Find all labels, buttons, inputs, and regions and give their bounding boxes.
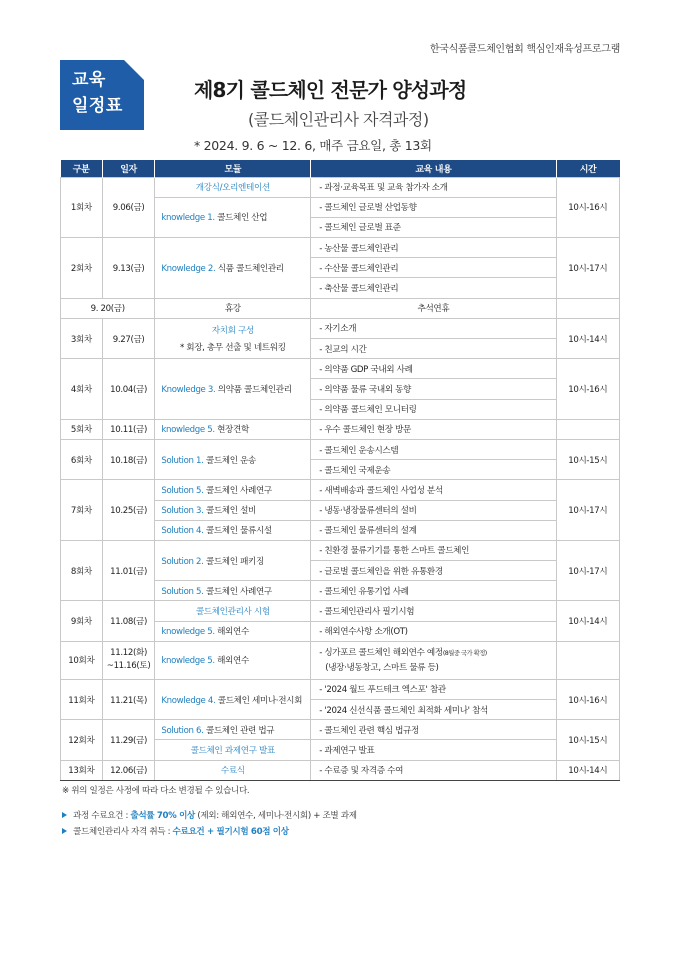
- header-session: 구분: [61, 160, 103, 177]
- content-cell: - 수산물 콜드체인관리: [311, 258, 556, 278]
- session-cell: 13회차: [61, 760, 103, 780]
- table-row: [61, 760, 620, 780]
- module-cell: [155, 720, 311, 740]
- session-cell: 2회차: [61, 238, 103, 299]
- module-name: 콜드체인 사례연구: [205, 485, 272, 496]
- module-cell: [155, 439, 311, 479]
- module-code: Knowledge 4.: [161, 695, 216, 706]
- module-name: 콜드체인 세미나·전시회: [217, 695, 303, 706]
- schedule-badge: [60, 60, 144, 130]
- date-cell: 11.29(금): [102, 720, 155, 760]
- module-code: Solution 5.: [161, 485, 204, 496]
- time-cell: [556, 641, 619, 679]
- session-cell: 8회차: [61, 540, 103, 601]
- module-code: Solution 2.: [161, 556, 204, 567]
- module-code: knowledge 5.: [161, 425, 215, 436]
- holiday-time: [556, 298, 619, 318]
- date-cell: 11.21(목): [102, 679, 155, 719]
- table-row-holiday: [61, 298, 620, 318]
- time-cell: [556, 419, 619, 439]
- time-cell: 10시-16시: [556, 359, 619, 420]
- content-cell: - 의약품 GDP 국내외 사례: [311, 359, 556, 379]
- table-header-row: [61, 160, 620, 177]
- certification-requirement: [62, 823, 357, 839]
- module-name: 콜드체인 산업: [217, 213, 268, 224]
- header-module: 모듈: [155, 160, 311, 177]
- table-row: [61, 318, 620, 338]
- module-title: 자치회 구성: [211, 326, 254, 336]
- time-cell: 10시-16시: [556, 177, 619, 238]
- date-cell: 10.18(금): [102, 439, 155, 479]
- module-code: Knowledge 3.: [161, 384, 216, 395]
- content-cell: - 농산물 콜드체인관리: [311, 238, 556, 258]
- time-cell: 10시-16시: [556, 679, 619, 719]
- page-subtitle: (콜드체인관리사 자격과정): [248, 110, 429, 129]
- session-cell: 9회차: [61, 601, 103, 641]
- completion-requirement: [62, 807, 357, 823]
- content-cell: - 자기소개: [311, 318, 556, 338]
- header-time: 시간: [556, 160, 619, 177]
- content-cell: - 콜드체인 유통기업 사례: [311, 581, 556, 601]
- page-title: 제8기 콜드체인 전문가 양성과정: [194, 78, 467, 102]
- module-code: Solution 3.: [161, 506, 204, 517]
- table-row: [61, 720, 620, 740]
- module-cell: [155, 480, 311, 500]
- schedule-change-note: ※ 위의 일정은 사정에 따라 다소 변경될 수 있습니다.: [62, 786, 250, 796]
- module-code: knowledge 5.: [161, 656, 215, 667]
- header-date: 일자: [102, 160, 155, 177]
- module-code: knowledge 5.: [161, 627, 215, 638]
- content-cell: - 친환경 물류기기를 통한 스마트 콜드체인: [311, 540, 556, 560]
- time-cell: 10시-14시: [556, 318, 619, 358]
- table-row: [61, 679, 620, 699]
- module-cell: [155, 581, 311, 601]
- module-name: 콜드체인 물류시설: [205, 526, 272, 537]
- badge-line-1: 교육: [72, 70, 106, 90]
- module-cell: [155, 540, 311, 580]
- holiday-content: 추석연휴: [311, 298, 556, 318]
- session-cell: 10회차: [61, 641, 103, 679]
- time-cell: 10시-17시: [556, 480, 619, 541]
- time-cell: 10시-14시: [556, 601, 619, 641]
- date-cell: 10.04(금): [102, 359, 155, 420]
- time-cell: 10시-15시: [556, 439, 619, 479]
- table-row: [61, 359, 620, 379]
- module-note: * 회장, 총무 선출 및 네트워킹: [179, 343, 286, 353]
- session-cell: 3회차: [61, 318, 103, 358]
- module-cell: [155, 318, 311, 358]
- module-name: 콜드체인 패키징: [205, 556, 264, 567]
- module-cell: 수료식: [155, 760, 311, 780]
- arrow-right-icon: [62, 812, 67, 818]
- time-cell: 10시-14시: [556, 760, 619, 780]
- date-cell: 10.25(금): [102, 480, 155, 541]
- badge-line-2: 일정표: [72, 96, 123, 116]
- module-name: 콜드체인 관련 법규: [205, 725, 275, 736]
- requirement-highlight: 출석률 70% 이상: [130, 811, 195, 821]
- content-cell: - '2024 월드 푸드테크 엑스포' 참관: [311, 679, 556, 699]
- content-cell: - 우수 콜드체인 현장 방문: [311, 419, 556, 439]
- date-cell: 11.08(금): [102, 601, 155, 641]
- time-cell: 10시-15시: [556, 720, 619, 760]
- table-row: [61, 540, 620, 560]
- content-cell: - 글로벌 콜드체인을 위한 유통환경: [311, 561, 556, 581]
- content-line: (냉장·냉동창고, 스마트 물류 등): [325, 662, 439, 673]
- table-row: [61, 439, 620, 459]
- date-cell: 9.06(금): [102, 177, 155, 238]
- holiday-module: 휴강: [155, 298, 311, 318]
- date-cell: [102, 641, 155, 679]
- content-cell: [311, 641, 556, 679]
- module-code: Solution 6.: [161, 725, 204, 736]
- module-cell: [155, 359, 311, 420]
- module-cell: 개강식/오리엔테이션: [155, 177, 311, 197]
- certification-label: 콜드체인관리사 자격 취득 :: [73, 827, 173, 837]
- module-name: 콜드체인 설비: [205, 506, 256, 517]
- date-cell: 9.27(금): [102, 318, 155, 358]
- module-cell: [155, 679, 311, 719]
- requirement-label: 과정 수료요건 :: [73, 811, 131, 821]
- module-cell: [155, 520, 311, 540]
- date-cell: 10.11(금): [102, 419, 155, 439]
- session-cell: 7회차: [61, 480, 103, 541]
- arrow-right-icon: [62, 828, 67, 834]
- content-cell: - 과제연구 발표: [311, 740, 556, 760]
- content-line: - 싱가포르 콜드체인 해외연수 예정: [319, 647, 443, 658]
- holiday-date: 9. 20(금): [61, 298, 155, 318]
- module-name: 콜드체인 사례연구: [205, 586, 272, 597]
- module-cell: [155, 197, 311, 237]
- session-cell: 12회차: [61, 720, 103, 760]
- module-name: 현장견학: [217, 425, 249, 436]
- title-block: [194, 74, 466, 154]
- content-cell: - 콜드체인 글로벌 표준: [311, 217, 556, 237]
- module-cell: [155, 500, 311, 520]
- content-cell: - 의약품 콜드체인 모니터링: [311, 399, 556, 419]
- date-cell: 12.06(금): [102, 760, 155, 780]
- session-cell: 5회차: [61, 419, 103, 439]
- content-cell: - 축산물 콜드체인관리: [311, 278, 556, 298]
- module-name: 의약품 콜드체인관리: [217, 384, 292, 395]
- table-row: [61, 601, 620, 621]
- session-cell: 1회차: [61, 177, 103, 238]
- organization-program-label: 한국식품콜드체인협회 핵심인재육성프로그램: [429, 44, 620, 55]
- table-row: [61, 641, 620, 679]
- module-cell: 콜드체인 과제연구 발표: [155, 740, 311, 760]
- requirement-detail: (제외: 해외연수, 세미나·전시회) + 조별 과제: [194, 811, 357, 821]
- content-cell: - 새벽배송과 콜드체인 사업성 분석: [311, 480, 556, 500]
- module-name: 해외연수: [217, 656, 249, 667]
- date-start: 11.12(화): [110, 648, 147, 659]
- module-cell: [155, 419, 311, 439]
- module-name: 해외연수: [217, 627, 249, 638]
- module-code: Solution 5.: [161, 586, 204, 597]
- module-name: 식품 콜드체인관리: [217, 263, 284, 274]
- content-cell: - 친교의 시간: [311, 339, 556, 359]
- content-cell: - 콜드체인관리사 필기시험: [311, 601, 556, 621]
- content-cell: - 콜드체인 글로벌 산업동향: [311, 197, 556, 217]
- module-code: Solution 1.: [161, 455, 204, 466]
- schedule-table: [60, 160, 620, 781]
- content-cell: - 콜드체인 운송시스템: [311, 439, 556, 459]
- session-cell: 6회차: [61, 439, 103, 479]
- content-cell: - 콜드체인 물류센터의 설계: [311, 520, 556, 540]
- content-cell: - 과정·교육목표 및 교육 참가자 소개: [311, 177, 556, 197]
- time-cell: 10시-17시: [556, 238, 619, 299]
- module-name: 콜드체인 운송: [205, 455, 256, 466]
- table-row: [61, 238, 620, 258]
- table-row: [61, 480, 620, 500]
- header-content: 교육 내용: [311, 160, 556, 177]
- table-row: [61, 177, 620, 197]
- session-cell: 4회차: [61, 359, 103, 420]
- content-cell: - 해외연수사항 소개(OT): [311, 621, 556, 641]
- content-cell: - 냉동·냉장물류센터의 설비: [311, 500, 556, 520]
- session-cell: 11회차: [61, 679, 103, 719]
- content-cell: - 콜드체인 국제운송: [311, 460, 556, 480]
- module-cell: [155, 238, 311, 299]
- module-cell: [155, 641, 311, 679]
- content-cell: - 수료증 및 자격증 수여: [311, 760, 556, 780]
- module-cell: 콜드체인관리사 시험: [155, 601, 311, 621]
- content-cell: - 의약품 물류 국내외 동향: [311, 379, 556, 399]
- module-cell: [155, 621, 311, 641]
- certification-highlight: 수료요건 + 필기시험 60점 이상: [172, 827, 289, 837]
- notes-section: [62, 784, 357, 839]
- time-cell: 10시-17시: [556, 540, 619, 601]
- module-code: knowledge 1.: [161, 213, 215, 224]
- course-period: * 2024. 9. 6 ~ 12. 6, 매주 금요일, 총 13회: [194, 138, 432, 153]
- table-row: [61, 419, 620, 439]
- module-code: Solution 4.: [161, 526, 204, 537]
- date-cell: 9.13(금): [102, 238, 155, 299]
- content-cell: - '2024 신선식품 콜드체인 최적화 세미나' 참석: [311, 700, 556, 720]
- date-cell: 11.01(금): [102, 540, 155, 601]
- content-cell: - 콜드체인 관련 핵심 법규정: [311, 720, 556, 740]
- date-end: ~11.16(토): [106, 661, 151, 672]
- module-code: Knowledge 2.: [161, 263, 216, 274]
- content-footnote: (8월중 국가 확정): [442, 649, 487, 657]
